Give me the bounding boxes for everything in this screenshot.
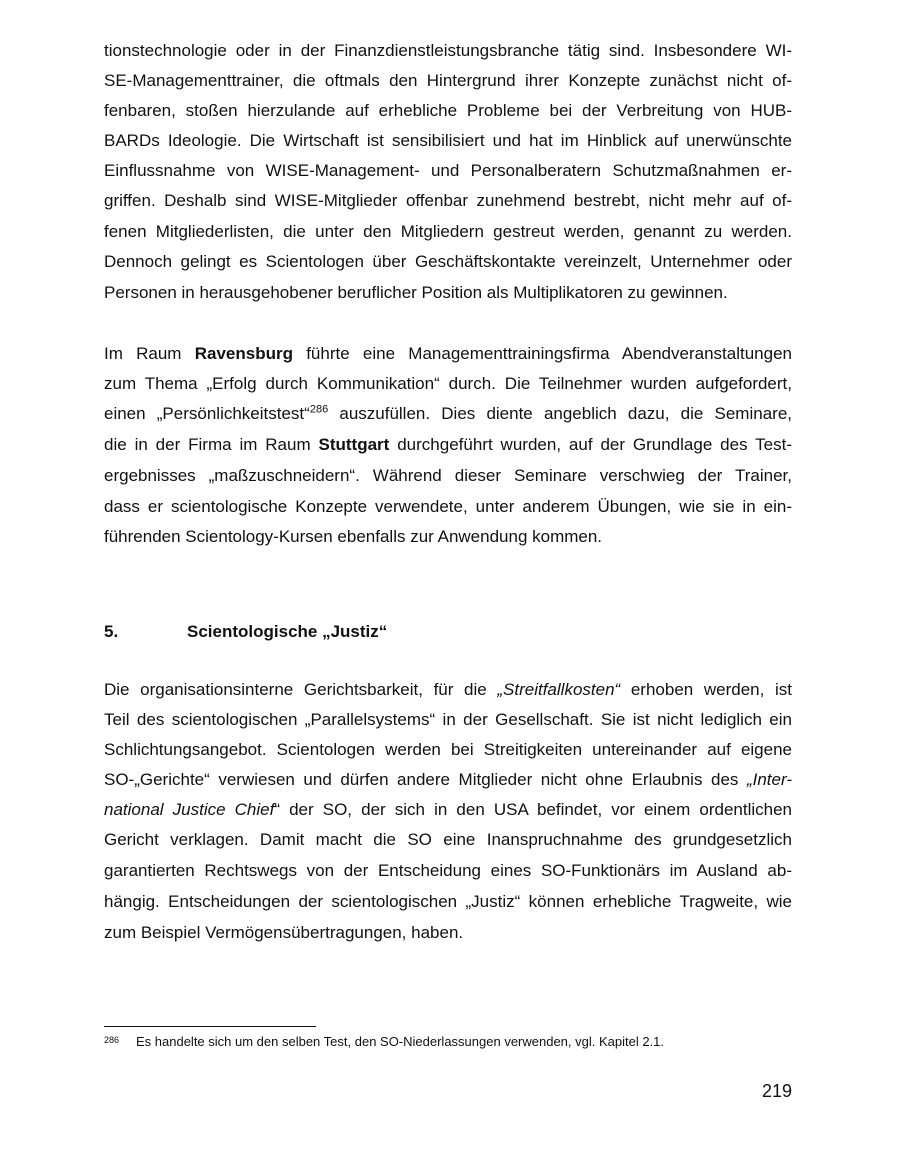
text-line: fenbaren, stoßen hierzulande auf erhebliche Probleme bei der Verbreitung von HUB- bbox=[104, 101, 792, 120]
text-span: durchgeführt wurden, auf der Grundlage des Test- bbox=[389, 435, 792, 454]
text-span: auszufüllen. Dies diente angeblich dazu, die Seminare, bbox=[328, 404, 792, 423]
footnote bbox=[104, 1032, 792, 1052]
text-line: Teil des scientologischen „Parallelsystems“ in der Gesellschaft. Sie ist nicht lediglich ein bbox=[104, 710, 792, 729]
text-line: hängig. Entscheidungen der scientologischen „Justiz“ können erhebliche Tragweite, wie bbox=[104, 892, 792, 911]
section-number: 5. bbox=[104, 622, 119, 641]
section-title: Scientologische „Justiz“ bbox=[187, 622, 388, 641]
italic-term: „Streitfallkosten“ bbox=[497, 680, 621, 699]
text-line: SE-Managementtrainer, die oftmals den Hintergrund ihrer Konzepte zunächst nicht of- bbox=[104, 71, 792, 90]
place-name-bold: Stuttgart bbox=[318, 435, 390, 454]
text-line: Dennoch gelingt es Scientologen über Geschäftskontakte vereinzelt, Unternehmer oder bbox=[104, 252, 792, 271]
footnote-text: Es handelte sich um den selben Test, den SO-Niederlassungen verwenden, vgl. Kapitel 2.1. bbox=[136, 1034, 665, 1049]
text-line: führenden Scientology-Kursen ebenfalls zur Anwendung kommen. bbox=[104, 527, 603, 546]
text-line: tionstechnologie oder in der Finanzdienstleistungsbranche tätig sind. Insbesondere WI- bbox=[104, 41, 792, 60]
text-span: Im Raum bbox=[104, 344, 195, 363]
text-span: “ der SO, der sich in den USA befindet, vor einem ordentlichen bbox=[274, 800, 792, 819]
text-span: Die organisationsinterne Gerichtsbarkeit, für die bbox=[104, 680, 498, 699]
text-line: Schlichtungsangebot. Scientologen werden bei Streitigkeiten untereinander auf eigene bbox=[104, 740, 792, 759]
italic-term: „Inter- bbox=[746, 770, 792, 789]
footnote-separator bbox=[104, 1026, 316, 1027]
text-line bbox=[104, 434, 792, 456]
text-line: ergebnisses „maßzuschneidern“. Während dieser Seminare verschwieg der Trainer, bbox=[104, 466, 792, 485]
text-line: Einflussnahme von WISE-Management- und Personalberatern Schutzmaßnahmen er- bbox=[104, 161, 792, 180]
text-line: zum Beispiel Vermögensübertragungen, haben. bbox=[104, 923, 464, 942]
italic-term: national Justice Chief bbox=[104, 800, 275, 819]
text-span: erhoben werden, ist bbox=[620, 680, 792, 699]
footnote-reference[interactable]: 286 bbox=[309, 403, 329, 416]
text-span: einen „Persönlichkeitstest“ bbox=[104, 404, 310, 423]
text-line bbox=[104, 679, 792, 701]
page-number: 219 bbox=[761, 1081, 792, 1101]
text-line bbox=[104, 403, 792, 425]
place-name-bold: Ravensburg bbox=[194, 344, 293, 363]
text-span: die in der Firma im Raum bbox=[104, 435, 319, 454]
text-span: SO-„Gerichte“ verwiesen und dürfen andere Mitglieder nicht ohne Erlaubnis des bbox=[104, 770, 747, 789]
text-line: griffen. Deshalb sind WISE-Mitglieder offenbar zunehmend bestrebt, nicht mehr auf of- bbox=[104, 191, 792, 210]
text-line bbox=[104, 769, 792, 791]
section-heading bbox=[104, 620, 387, 644]
text-line: dass er scientologische Konzepte verwendete, unter anderem Übungen, wie sie in ein- bbox=[104, 497, 792, 516]
text-span: führte eine Managementtrainingsfirma Abendveranstaltungen bbox=[292, 344, 792, 363]
text-line: garantierten Rechtswegs von der Entscheidung eines SO-Funktionärs im Ausland ab- bbox=[104, 861, 792, 880]
text-line: BARDs Ideologie. Die Wirtschaft ist sensibilisiert und hat im Hinblick auf unerwünschte bbox=[104, 131, 792, 150]
text-line bbox=[104, 799, 792, 821]
text-line: Gericht verklagen. Damit macht die SO eine Inanspruchnahme des grundgesetzlich bbox=[104, 830, 792, 849]
footnote-number: 286 bbox=[104, 1035, 120, 1045]
text-line: fenen Mitgliederlisten, die unter den Mitgliedern gestreut werden, genannt zu werden. bbox=[104, 222, 792, 241]
text-line: Personen in herausgehobener beruflicher Position als Multiplikatoren zu gewinnen. bbox=[104, 283, 728, 302]
text-line: zum Thema „Erfolg durch Kommunikation“ durch. Die Teilnehmer wurden aufgefordert, bbox=[104, 374, 792, 393]
text-line bbox=[104, 343, 792, 365]
